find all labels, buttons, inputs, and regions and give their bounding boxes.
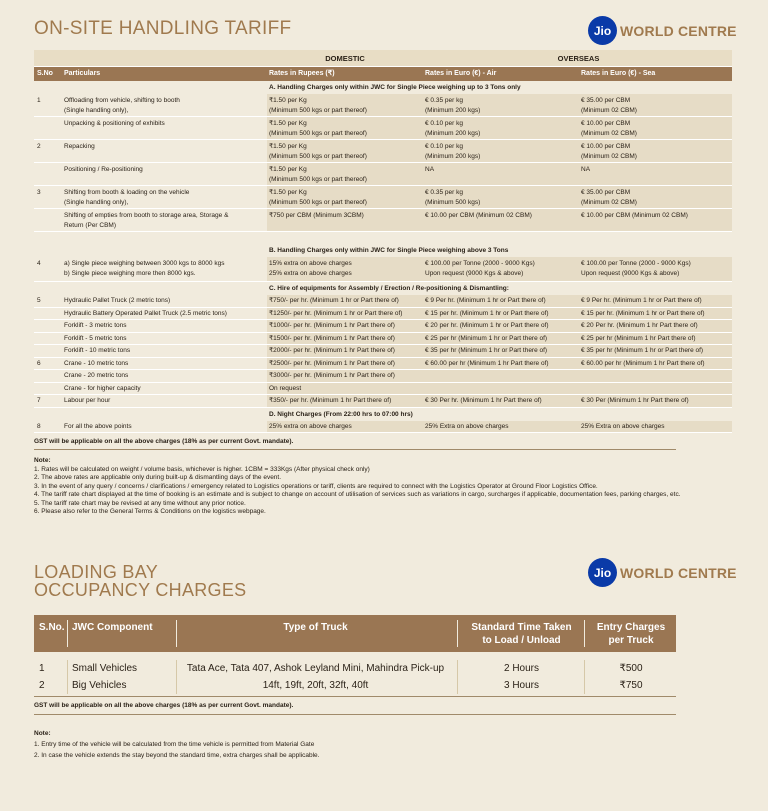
row-particular-line: Positioning / Re-positioning	[64, 166, 143, 173]
table-row	[34, 308, 732, 321]
row-truck: 14ft, 19ft, 20ft, 32ft, 40ft	[262, 680, 369, 691]
row-particular-line: (Single handling only),	[64, 107, 129, 114]
rate-sea: € 35.00 per CBM	[581, 97, 631, 104]
col-euro-air: Rates in Euro (€) - Air	[425, 70, 497, 77]
table-row	[34, 395, 732, 408]
rate-inr: 25% extra on above charges	[269, 422, 352, 430]
table-row	[34, 186, 732, 209]
domestic-header: DOMESTIC	[325, 54, 365, 63]
rate-inr: ₹2500/- per hr. (Minimum 1 hr Part there of)	[269, 359, 395, 367]
rate-air: 25% Extra on above charges	[425, 422, 509, 430]
rate-inr: ₹1.50 per Kg	[269, 143, 307, 150]
jio-logo-icon: Jio	[588, 16, 617, 45]
row-sno: 7	[37, 397, 41, 404]
row-particular: Crane - for higher capacity	[64, 384, 141, 392]
note-item: 3. In the event of any query / concerns / clarifications / emergency related to Logistics operations or tariff, clients are required to connect with the Logistics Operator at Ground Floor Logistics Office.	[34, 482, 598, 490]
rate-air: (Minimum 200 kgs)	[425, 107, 481, 114]
row-particular: Forklift - 5 metric tons	[64, 334, 127, 342]
col-time: Standard Time Taken to Load / Unload	[471, 622, 572, 646]
page-title: ON-SITE HANDLING TARIFF	[34, 18, 292, 39]
rate-air: (Minimum 500 kgs)	[425, 199, 481, 206]
table-row	[34, 358, 732, 371]
jio-world-centre-logo	[588, 558, 737, 587]
row-particular-line: b) Single piece weighing more then 8000 kgs.	[64, 270, 196, 277]
rate-air: (Minimum 200 kgs)	[425, 130, 481, 137]
rate-inr: ₹1.50 per Kg	[269, 97, 307, 104]
col-particulars: Particulars	[64, 70, 101, 77]
section-b-header: B. Handling Charges only within JWC for Single Piece weighing above 3 Tons	[269, 247, 509, 254]
note-item: 6. Please also refer to the General Terms & Conditions on the logistics webpage.	[34, 508, 266, 515]
notes-heading: Note:	[34, 457, 51, 464]
rate-sea: (Minimum 02 CBM)	[581, 130, 637, 137]
rate-inr: ₹2000/- per hr. (Minimum 1 hr Part there of)	[269, 347, 395, 354]
notes-heading: Note:	[34, 730, 51, 737]
row-time: 3 Hours	[503, 680, 539, 691]
rate-inr: 25% extra on above charges	[269, 270, 352, 277]
loading-bay-gst-note: GST will be applicable on all the above charges (18% as per current Govt. mandate).	[34, 702, 294, 709]
loading-bay-notes	[34, 730, 714, 761]
table-row	[34, 333, 732, 346]
col-component: JWC Component	[72, 622, 153, 633]
col-rupees: Rates in Rupees (₹)	[269, 70, 335, 77]
group-header-row	[34, 50, 732, 67]
note-item: 4. The tariff rate chart displayed at the time of booking is an estimate and is subject to change on account of utilisation of services such as variations in cargo, surcharges if applicable, documentation fees, parking charges, etc.	[34, 491, 681, 498]
rate-sea: € 10.00 per CBM	[581, 143, 631, 150]
rate-air: € 0.10 per kg	[425, 120, 463, 127]
rate-air: € 0.35 per kg	[425, 97, 463, 104]
row-sno: 5	[37, 297, 41, 304]
rate-sea: € 9 Per hr. (Minimum 1 hr or Part there of)	[581, 297, 702, 304]
rate-sea: € 35.00 per CBM	[581, 189, 631, 196]
row-particular: Hydraulic Battery Operated Pallet Truck (2.5 metric tons)	[64, 309, 227, 317]
jio-world-centre-logo	[588, 16, 737, 45]
row-particular-line: Unpacking & positioning of exhibits	[64, 120, 165, 127]
rate-air: NA	[425, 166, 435, 173]
row-charge: ₹500	[619, 663, 643, 674]
rate-sea: € 20 Per hr. (Minimum 1 hr Part there of)	[581, 322, 698, 329]
row-time: 2 Hours	[503, 663, 539, 674]
table-row	[34, 421, 732, 433]
rate-sea: € 25 per hr (Minimum 1 hr Part there of)	[581, 334, 696, 342]
row-particular: Crane - 10 metric tons	[64, 359, 129, 367]
rate-sea: € 100.00 per Tonne (2000 - 9000 Kgs)	[581, 260, 691, 267]
row-charge: ₹750	[619, 680, 643, 691]
rate-inr: (Minimum 500 kgs or part thereof)	[269, 199, 367, 206]
rate-inr: ₹1.50 per Kg	[269, 120, 307, 127]
loading-bay-header	[34, 615, 676, 652]
tariff-notes	[34, 457, 714, 517]
rate-air: € 10.00 per CBM (Minimum 02 CBM)	[425, 212, 532, 219]
rate-sea: NA	[581, 166, 591, 173]
table-row	[34, 383, 732, 396]
rate-inr: ₹750 per CBM (Minimum 3CBM)	[269, 212, 364, 219]
rate-inr: ₹750/- per hr. (Minimum 1 hr or Part there of)	[269, 297, 399, 304]
note-item: 2. The above rates are applicable only during built-up & dismantling days of the event.	[34, 474, 282, 481]
loading-bay-table	[34, 615, 676, 694]
logo-text: WORLD CENTRE	[620, 564, 737, 581]
row-sno: 1	[39, 663, 45, 674]
rate-sea: € 15 per hr. (Minimum 1 hr or Part there of)	[581, 309, 705, 317]
row-particular-line: Repacking	[64, 143, 95, 150]
rate-inr: (Minimum 500 kgs or part thereof)	[269, 107, 367, 114]
note-item: 1. Rates will be calculated on weight / volume basis, whichever is higher. 1CBM = 333Kgs (After physical check only)	[34, 465, 370, 473]
rate-air: € 15 per hr. (Minimum 1 hr or Part there of)	[425, 309, 549, 317]
row-sno: 3	[37, 189, 41, 196]
row-sno: 1	[37, 97, 41, 104]
row-particular: Crane - 20 metric tons	[64, 372, 129, 379]
rate-sea: (Minimum 02 CBM)	[581, 153, 637, 160]
jio-logo-icon: Jio	[588, 558, 617, 587]
rate-sea: € 10.00 per CBM (Minimum 02 CBM)	[581, 212, 688, 219]
rate-sea: (Minimum 02 CBM)	[581, 107, 637, 114]
table-row	[34, 163, 732, 186]
row-sno: 2	[39, 680, 45, 691]
row-sno: 2	[37, 143, 41, 150]
column-header-row	[34, 67, 732, 81]
row-particular: Forklift - 3 metric tons	[64, 322, 127, 329]
table-row	[34, 320, 732, 333]
rate-air: € 25 per hr (Minimum 1 hr or Part there of)	[425, 334, 548, 342]
rate-inr: (Minimum 500 kgs or part thereof)	[269, 130, 367, 137]
title-line: OCCUPANCY CHARGES	[34, 580, 247, 600]
note-item: 2. In case the vehicle extends the stay beyond the standard time, extra charges shall be applicable.	[34, 752, 320, 759]
note-item: 1. Entry time of the vehicle will be calculated from the time vehicle is permitted from Material Gate	[34, 740, 315, 748]
rate-sea: Upon request (9000 Kgs & above)	[581, 270, 680, 277]
rate-inr: ₹1.50 per Kg	[269, 166, 307, 173]
rate-inr: (Minimum 500 kgs or part thereof)	[269, 176, 367, 183]
rate-inr: (Minimum 500 kgs or part thereof)	[269, 153, 367, 160]
row-particular: Hydraulic Pallet Truck (2 metric tons)	[64, 297, 171, 304]
rate-air: € 20 per hr. (Minimum 1 hr or Part there of)	[425, 322, 549, 329]
rate-air: € 0.35 per kg	[425, 189, 463, 196]
row-particular-line: Shifting of empties from booth to storage area, Storage &	[64, 212, 229, 219]
row-particular-line: a) Single piece weighing between 3000 kgs to 8000 kgs	[64, 260, 225, 267]
rate-inr: ₹1.50 per Kg	[269, 189, 307, 196]
row-particular: Forklift - 10 metric tons	[64, 347, 131, 354]
rate-inr: 15% extra on above charges	[269, 260, 352, 267]
row-truck: Tata Ace, Tata 407, Ashok Leyland Mini, Mahindra Pick-up	[186, 663, 445, 674]
rate-inr: On request	[269, 384, 302, 392]
row-sno: 8	[37, 422, 41, 430]
col-sno: S.No.	[39, 622, 65, 633]
section-d-header: D. Night Charges (From 22:00 hrs to 07:00 hrs)	[269, 410, 413, 418]
gst-note: GST will be applicable on all the above charges (18% as per current Govt. mandate).	[34, 438, 294, 445]
rate-sea: (Minimum 02 CBM)	[581, 199, 637, 206]
table-row	[34, 257, 732, 282]
rate-air: € 9 Per hr. (Minimum 1 hr or Part there of)	[425, 297, 546, 304]
rate-sea: 25% Extra on above charges	[581, 422, 665, 430]
row-sno: 6	[37, 359, 41, 367]
tariff-table	[34, 50, 732, 433]
section-c-header: C. Hire of equipments for Assembly / Erection / Re-positioning & Dismantling:	[269, 285, 509, 292]
rate-air: (Minimum 200 kgs)	[425, 153, 481, 160]
row-particular-line: (Single handling only),	[64, 199, 129, 206]
rate-air: € 35 per hr (Minimum 1 hr or Part there of)	[425, 347, 548, 354]
row-component: Small Vehicles	[72, 663, 138, 674]
rate-inr: ₹3000/- per hr. (Minimum 1 hr Part there of)	[269, 372, 395, 379]
table-row	[34, 677, 676, 694]
col-truck: Type of Truck	[283, 622, 348, 633]
rate-inr: ₹1500/- per hr. (Minimum 1 hr Part there of)	[269, 334, 395, 342]
overseas-header: OVERSEAS	[557, 54, 600, 63]
rate-sea: € 35 per hr (Minimum 1 hr or Part there of)	[581, 347, 704, 354]
table-row	[34, 209, 732, 232]
rate-air: € 0.10 per kg	[425, 143, 463, 150]
logo-text: WORLD CENTRE	[620, 22, 737, 39]
rate-air: € 30 Per hr. (Minimum 1 hr Part there of)	[425, 397, 542, 404]
table-row	[34, 345, 732, 358]
section-a-header: A. Handling Charges only within JWC for Single Piece weighing up to 3 Tons only	[269, 84, 521, 91]
table-row	[34, 295, 732, 308]
title-line: LOADING BAY	[34, 562, 159, 582]
row-particular-line: Return (Per CBM)	[64, 222, 117, 229]
table-row	[34, 660, 676, 677]
rate-sea: € 10.00 per CBM	[581, 120, 631, 127]
rate-air: € 100.00 per Tonne (2000 - 9000 Kgs)	[425, 260, 535, 267]
row-particular-line: Offloading from vehicle, shifting to booth	[64, 97, 180, 104]
rate-inr: ₹1250/- per hr. (Minimum 1 hr or Part there of)	[269, 309, 403, 317]
row-particular-line: Shifting from booth & loading on the vehicle	[64, 189, 190, 196]
rate-air: Upon request (9000 Kgs & above)	[425, 270, 524, 277]
row-particular: Labour per hour	[64, 397, 111, 404]
table-row	[34, 117, 732, 140]
col-sno: S.No	[37, 70, 53, 77]
col-charges: Entry Charges per Truck	[596, 622, 666, 646]
note-item: 5. The tariff rate chart may be revised at any time without any prior notice.	[34, 499, 246, 507]
rate-inr: ₹350/- per hr. (Minimum 1 hr Part there of)	[269, 397, 392, 404]
table-row	[34, 94, 732, 117]
rate-air: € 60.00 per hr (Minimum 1 hr Part there of)	[425, 359, 549, 367]
row-sno: 4	[37, 260, 41, 267]
table-row	[34, 140, 732, 163]
rate-sea: € 60.00 per hr (Minimum 1 hr Part there of)	[581, 359, 705, 367]
row-component: Big Vehicles	[72, 680, 127, 691]
loading-bay-title	[34, 563, 246, 599]
table-row	[34, 370, 732, 383]
row-particular: For all the above points	[64, 422, 132, 430]
col-euro-sea: Rates in Euro (€) - Sea	[581, 70, 656, 77]
rate-sea: € 30 Per (Minimum 1 hr Part there of)	[581, 397, 689, 404]
rate-inr: ₹1000/- per hr. (Minimum 1 hr Part there of)	[269, 322, 395, 329]
